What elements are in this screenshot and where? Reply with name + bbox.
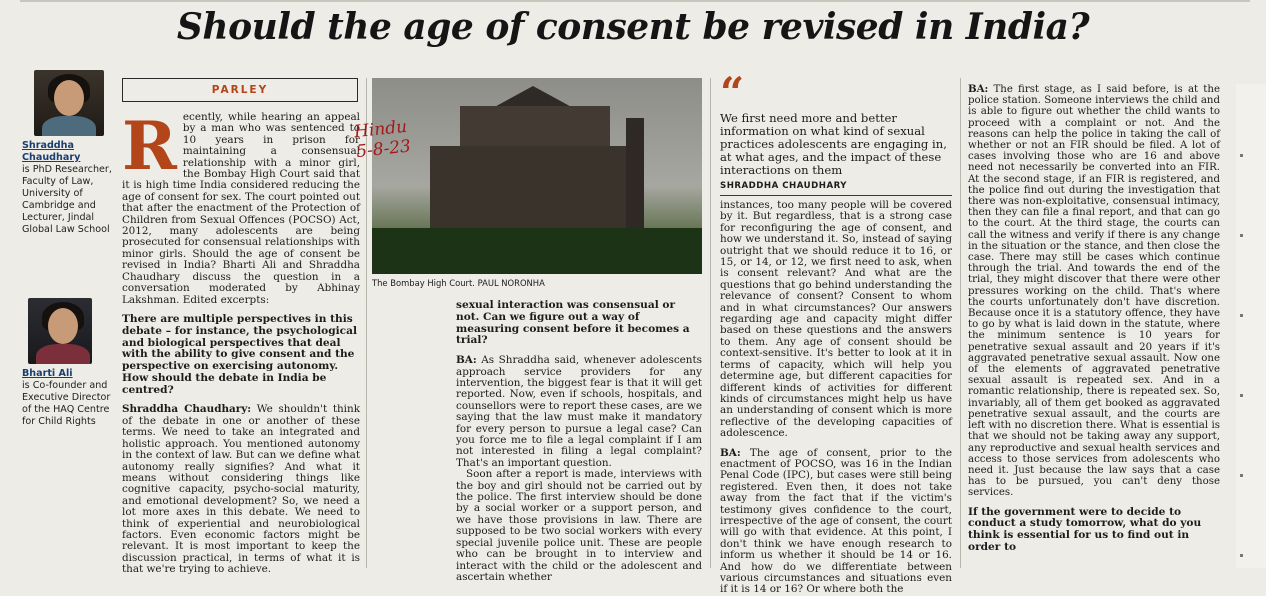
column-3 — [720, 68, 952, 596]
quote-mark-icon: “ — [720, 68, 745, 117]
column-1 — [122, 78, 360, 576]
bombay-high-court-photo — [372, 78, 702, 274]
column-4 — [968, 84, 1220, 554]
answer-paragraph: BA: The age of consent, prior to the enactment of POCSO, was 16 in the Indian Penal Code (IPC), but cases were still being registered. Even then, it does not take away from the fact that if the victim's testimony gives confidence to the court, irrespective of the age of consent, the court will go with that evidence. At this point, I don't think we have enough research to inform us whether it should be 14 or 16. And how do we differentiate between various circumstances and situations even if it is 14 or 16? Or where both the — [720, 446, 952, 596]
question-text: sexual interaction was consensual or not. Can we figure out a way of measuring consent before it becomes a trial? — [456, 299, 690, 347]
intro-paragraph: ecently, while hearing an appeal by a man who was sentenced to 10 years in prison for maintaining a consensual relationship with a minor girl, the Bombay High Court said that it is high time India considered reducing the age of consent for sex. The court pointed out that after the enactment of the Protection of Children from Sexual Offences (POCSO) Act, 2012, many adolescents are being prosecuted for consensual relationships with minor girls. Should the age of consent be revised in India? Bharti Ali and Shraddha Chaudhary discuss the question in a conversation moderated by Abhinay Lakshman. Edited excerpts: — [122, 111, 360, 306]
column-divider — [960, 78, 961, 568]
question-text: There are multiple perspectives in this debate – for instance, the psychological and biological perspectives that deal with the ability to give consent and the perspective on exercising autonomy. How should the debate in India be centred? — [122, 312, 357, 396]
author-name: Shraddha Chaudhary — [22, 140, 81, 163]
author-photo — [34, 70, 104, 136]
question-text: If the government were to decide to conduct a study tomorrow, what do you think is essential for us to find out in order to — [968, 505, 1202, 553]
answer-paragraph: instances, too many people will be covered by it. But regardless, that is a strong case for reconfiguring the age of consent, and how we understand it. So, instead of saying outright that we should reduce it to 16, or 15, or 14, or 12, we first need to ask, when is consent relevant? And what are the questions that go behind understanding the relevance of consent? Consent to whom and in what circumstances? Our answers regarding age and capacity might differ based on these questions and the answers to them. Any age of consent should be context-sensitive. It's better to look at it in terms of capacity, which will help you determine age, but different capacities for different kinds of activities for different kinds of circumstances might help us have an understanding of consent which is more reflective of the developing capacities of adolescence. — [720, 199, 952, 440]
author-name: Bharti Ali — [22, 368, 73, 379]
author-description: is Co-founder and Executive Director of the HAQ Centre for Child Rights — [22, 380, 111, 427]
page-headline: Should the age of consent be revised in India? — [176, 6, 1090, 48]
column-divider — [710, 78, 711, 568]
handwritten-signature: Hindu 5-8-23 — [353, 116, 412, 163]
author-photo — [28, 298, 92, 364]
column-2 — [353, 78, 703, 583]
pull-quote-byline: SHRADDHA CHAUDHARY — [720, 181, 847, 191]
drop-cap: R — [122, 107, 177, 185]
answer-paragraph: Shraddha Chaudhary: We shouldn't think of the debate in one or another of these terms. We need to take an integrated and holistic approach. You mentioned autonomy in the context of law. But can we define what autonomy really signifies? And what it means without considering things like cognitive capacity, psycho-social maturity, and emotional development? So, we need a lot more axes in this debate. We need to think of experiential and neurobiological factors. Even economic factors might be relevant. It is most important to keep the discussion practical, in terms of what it is that we're trying to achieve. — [122, 403, 360, 576]
answer-paragraph: Soon after a report is made, interviews with the boy and girl should not be carried out by the police. The first interview should be done by a social worker or a support person, and we have those provisions in law. There are supposed to be two social workers with every special juvenile police unit. These are people who can be brought in to interview and interact with the child or the adolescent and ascertain whether — [456, 468, 702, 583]
divider — [720, 195, 952, 196]
section-label: PARLEY — [122, 78, 358, 102]
top-rule — [20, 0, 1250, 2]
answer-paragraph: BA: The first stage, as I said before, is at the police station. Someone interviews the child and is able to figure out whether the child wants to proceed with a complaint or not. And the reasons can help the police in taking the call of whether or not an FIR should be filed. A lot of cases involving those who are 16 and above need not necessarily be converted into an FIR. At the second stage, if an FIR is registered, and the police find out during the investigation that there was non-exploitative, consensual intimacy, then they can file a final report, and that can go to the court. At the third stage, the courts can call the witness and verify if there is any change in the situation or the stance, and then close the case. There may still be cases which continue through the trial. And towards the end of the trial, they might discover that there were other pressures working on the child. That's where the courts unfortunately don't have discretion. Because once it is a statutory offence, they have to go by what is laid down in the statute, where the minimum sentence is 10 years for penetrative sexual assault and 20 years if it's aggravated penetrative sexual assault. Now one of the elements of aggravated penetrative sexual assault is repeated sex. And in a romantic relationship, there is repeated sex. So, invariably, all of them get booked as aggravated penetrative sexual assault, and the courts are left with no discretion there. What is essential is that we should not be taking away any support, any reproductive and sexual health services and access to those services from adolescents who need it. Just because the law says that a case has to be pursued, you can't deny those services. — [968, 83, 1220, 499]
author-description: is PhD Researcher, Faculty of Law, University of Cambridge and Lecturer, Jindal Global Law School — [22, 164, 112, 235]
profile-shraddha — [22, 70, 114, 236]
photo-caption: The Bombay High Court. PAUL NORONHA — [372, 278, 545, 288]
adjacent-page-edge — [1236, 84, 1266, 568]
profile-bharti — [22, 298, 114, 428]
pull-quote: We first need more and better information on what kind of sexual practices adolescents are engaging in, at what ages, and the impact of these interactions on them — [720, 111, 947, 177]
answer-paragraph: BA: As Shraddha said, whenever adolescents approach service providers for any intervention, the biggest fear is that it will get reported. Now, even if schools, hospitals, and counsellors were to report these cases, are we saying that the law must make it mandatory for every person to pursue a legal case? Can you force me to file a legal complaint if I am not interested in filing a legal complaint? That's an important question. — [456, 354, 703, 469]
